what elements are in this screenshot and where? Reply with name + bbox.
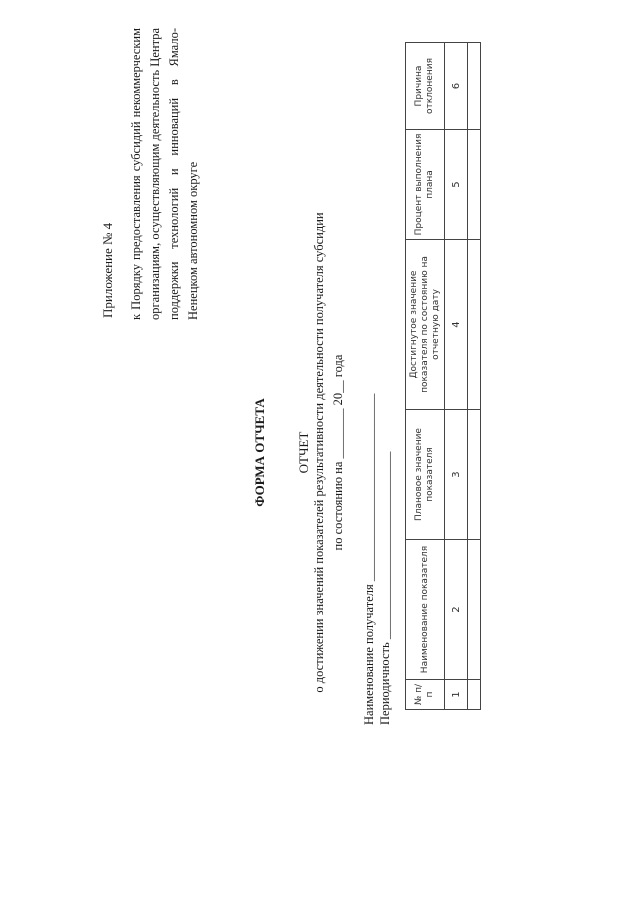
indicators-table	[405, 42, 481, 710]
column-number-cell: 1	[445, 680, 468, 710]
order-reference-text: к Порядку предоставления субсидий некоммерческим организациям, осуществляющим деятельность Центра поддержки технологий и инноваций в Ямало-Ненецком автономном округе	[129, 28, 200, 320]
table-cell	[468, 43, 481, 130]
column-number-cell: 3	[445, 410, 468, 540]
column-number-cell: 6	[445, 43, 468, 130]
table-column-numbers-row	[445, 43, 468, 710]
periodicity-field: Периодичность ______________________________	[378, 451, 392, 725]
report-title: ОТЧЕТ	[296, 431, 311, 474]
table-cell	[468, 540, 481, 680]
table-cell	[468, 410, 481, 540]
report-date-line: по состоянию на ________ 20__ года	[331, 354, 345, 551]
appendix-title: Приложение № 4	[100, 222, 115, 318]
column-number-cell: 2	[445, 540, 468, 680]
header-cell-number: № п/п	[406, 680, 445, 710]
table-cell	[468, 680, 481, 710]
form-title: ФОРМА ОТЧЕТА	[252, 398, 267, 507]
recipient-name-field: Наименование получателя ______________________________	[362, 393, 376, 725]
header-cell-achieved-value: Достигнутое значение показателя по состоянию на отчетную дату	[406, 240, 445, 410]
header-cell-completion-percent: Процент выполнения плана	[406, 130, 445, 240]
header-cell-indicator-name: Наименование показателя	[406, 540, 445, 680]
table-header-row	[406, 43, 445, 710]
table-cell	[468, 130, 481, 240]
table-cell	[468, 240, 481, 410]
column-number-cell: 4	[445, 240, 468, 410]
report-subtitle: о достижении значений показателей результативности деятельности получателя субсидии	[312, 212, 326, 693]
header-cell-planned-value: Плановое значение показателя	[406, 410, 445, 540]
header-cell-deviation-reason: Причина отклонения	[406, 43, 445, 130]
table-row	[468, 43, 481, 710]
column-number-cell: 5	[445, 130, 468, 240]
